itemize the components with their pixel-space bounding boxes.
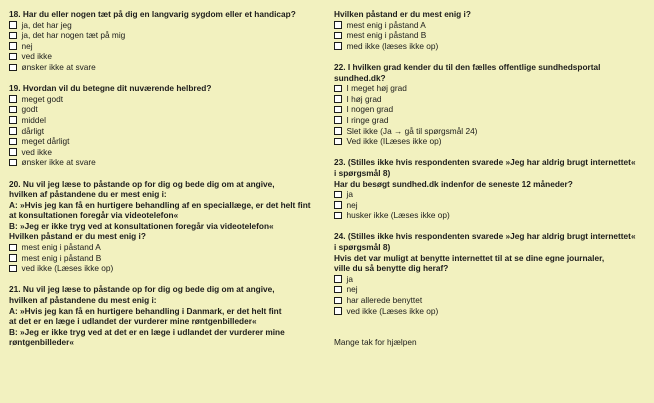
thanks-note: Mange tak for hjælpen	[334, 337, 417, 348]
checkbox[interactable]	[9, 244, 17, 252]
question-18	[9, 9, 324, 73]
answer-option[interactable]	[334, 20, 646, 31]
question-23-prompt: Har du besøgt sundhed.dk indenfor de seneste 12 måneder?	[334, 178, 573, 189]
answer-option[interactable]	[9, 41, 324, 52]
checkbox[interactable]	[9, 127, 17, 135]
checkbox[interactable]	[9, 106, 17, 114]
checkbox[interactable]	[334, 275, 342, 283]
checkbox[interactable]	[334, 106, 342, 114]
answer-option[interactable]	[334, 126, 646, 137]
checkbox[interactable]	[9, 148, 17, 156]
question-19-options	[9, 94, 324, 168]
answer-option[interactable]	[9, 62, 324, 73]
checkbox[interactable]	[9, 116, 17, 124]
answer-option-label: nej	[346, 199, 358, 210]
answer-option[interactable]	[9, 51, 324, 62]
answer-option[interactable]	[334, 136, 646, 147]
answer-option-label: mest enig i påstand B	[21, 252, 102, 263]
answer-option-label: mest enig i påstand B	[346, 30, 427, 41]
question-22-title: 22. I hvilken grad kender du til den fælles offentlige sundhedsportal sundhed.dk?	[334, 61, 601, 83]
checkbox[interactable]	[9, 265, 17, 273]
answer-option[interactable]	[9, 136, 324, 147]
answer-option-label: ved ikke	[21, 146, 52, 157]
answer-option[interactable]	[334, 83, 646, 94]
question-21-statement-b: B: »Jeg er ikke tryg ved at det er en læge i udlandet der vurderer mine røntgenbilleder«	[9, 326, 285, 348]
checkbox[interactable]	[334, 307, 342, 315]
answer-option[interactable]	[9, 126, 324, 137]
question-23-options	[334, 189, 646, 221]
answer-option-label: meget dårligt	[21, 136, 70, 147]
checkbox[interactable]	[9, 32, 17, 40]
question-20-statement-a: A: »Hvis jeg kan få en hurtigere behandling af en speciallæge, er det helt fint at konsultationen foregår via videotelefon«	[9, 199, 311, 221]
answer-option-label: ved ikke (Læses ikke op)	[346, 305, 439, 316]
checkbox[interactable]	[334, 127, 342, 135]
answer-option-label: ønsker ikke at svare	[21, 61, 96, 72]
answer-option-label: ved ikke	[21, 51, 52, 62]
checkbox[interactable]	[9, 159, 17, 167]
checkbox[interactable]	[334, 32, 342, 40]
answer-option-label: middel	[21, 114, 46, 125]
checkbox[interactable]	[334, 286, 342, 294]
answer-option[interactable]	[9, 263, 324, 274]
answer-option[interactable]	[334, 274, 646, 285]
answer-option-label: Slet ikke (Ja → gå til spørgsmål 24)	[346, 125, 478, 136]
checkbox[interactable]	[334, 212, 342, 220]
question-24	[334, 231, 646, 316]
answer-option[interactable]	[334, 41, 646, 52]
question-20	[9, 179, 324, 274]
checkbox[interactable]	[9, 42, 17, 50]
answer-option-label: husker ikke (Læses ikke op)	[346, 210, 450, 221]
answer-option-label: dårligt	[21, 125, 45, 136]
answer-option[interactable]	[334, 115, 646, 126]
answer-option-label: nej	[21, 40, 33, 51]
answer-option-label: I høj grad	[346, 93, 382, 104]
answer-option-label: ja, det har nogen tæt på mig	[21, 30, 126, 41]
checkbox[interactable]	[9, 138, 17, 146]
answer-option[interactable]	[9, 242, 324, 253]
answer-option-label: I meget høj grad	[346, 83, 407, 94]
answer-option[interactable]	[9, 157, 324, 168]
checkbox[interactable]	[334, 201, 342, 209]
answer-option[interactable]	[334, 189, 646, 200]
answer-option-label: ved ikke (Læses ikke op)	[21, 263, 114, 274]
question-23-title: 23. (Stilles ikke hvis respondenten svarede »Jeg har aldrig brugt internettet« i spørgsmål 8)	[334, 157, 636, 178]
question-24-options	[334, 274, 646, 316]
checkbox[interactable]	[334, 297, 342, 305]
answer-option-label: mest enig i påstand A	[21, 242, 101, 253]
checkbox[interactable]	[334, 138, 342, 146]
answer-option-label: nej	[346, 284, 358, 295]
question-20-title: 20. Nu vil jeg læse to påstande op for dig og bede dig om at angive, hvilken af påstandene du er mest enig i:	[9, 178, 275, 200]
question-19-title: 19. Hvordan vil du betegne dit nuværende helbred?	[9, 83, 212, 94]
answer-option-label: har allerede benyttet	[346, 295, 423, 306]
checkbox[interactable]	[334, 21, 342, 29]
answer-option[interactable]	[334, 295, 646, 306]
checkbox[interactable]	[334, 191, 342, 199]
question-21-title: 21. Nu vil jeg læse to påstande op for dig og bede dig om at angive, hvilken af påstandene du mest enig i:	[9, 284, 275, 306]
answer-option[interactable]	[9, 253, 324, 264]
question-21-statement-a: A: »Hvis jeg kan få en hurtigere behandling i Danmark, er det helt fint at det er en læge i udlandet der vurderer mine røntgenbilleder«	[9, 305, 282, 327]
checkbox[interactable]	[9, 254, 17, 262]
answer-option-label: I ringe grad	[346, 114, 389, 125]
answer-option[interactable]	[334, 104, 646, 115]
question-20-prompt: Hvilken påstand er du mest enig i?	[9, 231, 146, 242]
answer-option-label: Ved ikke (ILæses ikke op)	[346, 136, 442, 147]
checkbox[interactable]	[334, 42, 342, 50]
answer-option[interactable]	[334, 200, 646, 211]
checkbox[interactable]	[9, 21, 17, 29]
answer-option-label: ja, det har jeg	[21, 19, 72, 30]
answer-option-label: ja	[346, 273, 353, 284]
question-24-title: 24. (Stilles ikke hvis respondenten svarede »Jeg har aldrig brugt internettet« i spørgsmål 8)	[334, 231, 636, 253]
question-20-options	[9, 242, 324, 274]
answer-option[interactable]	[9, 30, 324, 41]
checkbox[interactable]	[334, 85, 342, 93]
question-21-prompt: Hvilken påstand er du mest enig i?	[334, 9, 471, 19]
question-18-options	[9, 20, 324, 73]
question-19	[9, 83, 324, 168]
checkbox[interactable]	[334, 116, 342, 124]
question-24-prompt: Hvis det var muligt at benytte internettet til at se dine egne journaler, ville du så benytte dig heraf?	[334, 252, 605, 274]
answer-option-label: mest enig i påstand A	[346, 19, 426, 30]
right-column	[334, 9, 646, 348]
question-23	[334, 157, 646, 221]
answer-option-label: ja	[346, 189, 353, 200]
answer-option[interactable]	[334, 306, 646, 317]
question-22	[334, 62, 646, 147]
question-21	[9, 284, 324, 348]
checkbox[interactable]	[9, 64, 17, 72]
answer-option[interactable]	[334, 210, 646, 221]
question-18-title: 18. Har du eller nogen tæt på dig en langvarig sygdom eller et handicap?	[9, 9, 296, 19]
answer-option[interactable]	[9, 94, 324, 105]
question-22-options	[334, 83, 646, 147]
answer-option[interactable]	[9, 104, 324, 115]
answer-option[interactable]	[9, 147, 324, 158]
answer-option-label: meget godt	[21, 93, 64, 104]
answer-option-label: I nogen grad	[346, 104, 394, 115]
answer-option[interactable]	[334, 284, 646, 295]
answer-option-label: med ikke (læses ikke op)	[346, 40, 439, 51]
question-21-continued	[334, 9, 646, 51]
question-21-options	[334, 20, 646, 52]
checkbox[interactable]	[334, 95, 342, 103]
answer-option[interactable]	[334, 94, 646, 105]
checkbox[interactable]	[9, 95, 17, 103]
answer-option[interactable]	[334, 30, 646, 41]
left-column	[9, 9, 324, 348]
checkbox[interactable]	[9, 53, 17, 61]
answer-option-label: godt	[21, 104, 38, 115]
answer-option[interactable]	[9, 20, 324, 31]
question-20-statement-b: B: »Jeg er ikke tryg ved at konsultationen foregår via videotelefon«	[9, 220, 274, 231]
answer-option-label: ønsker ikke at svare	[21, 157, 96, 168]
answer-option[interactable]	[9, 115, 324, 126]
